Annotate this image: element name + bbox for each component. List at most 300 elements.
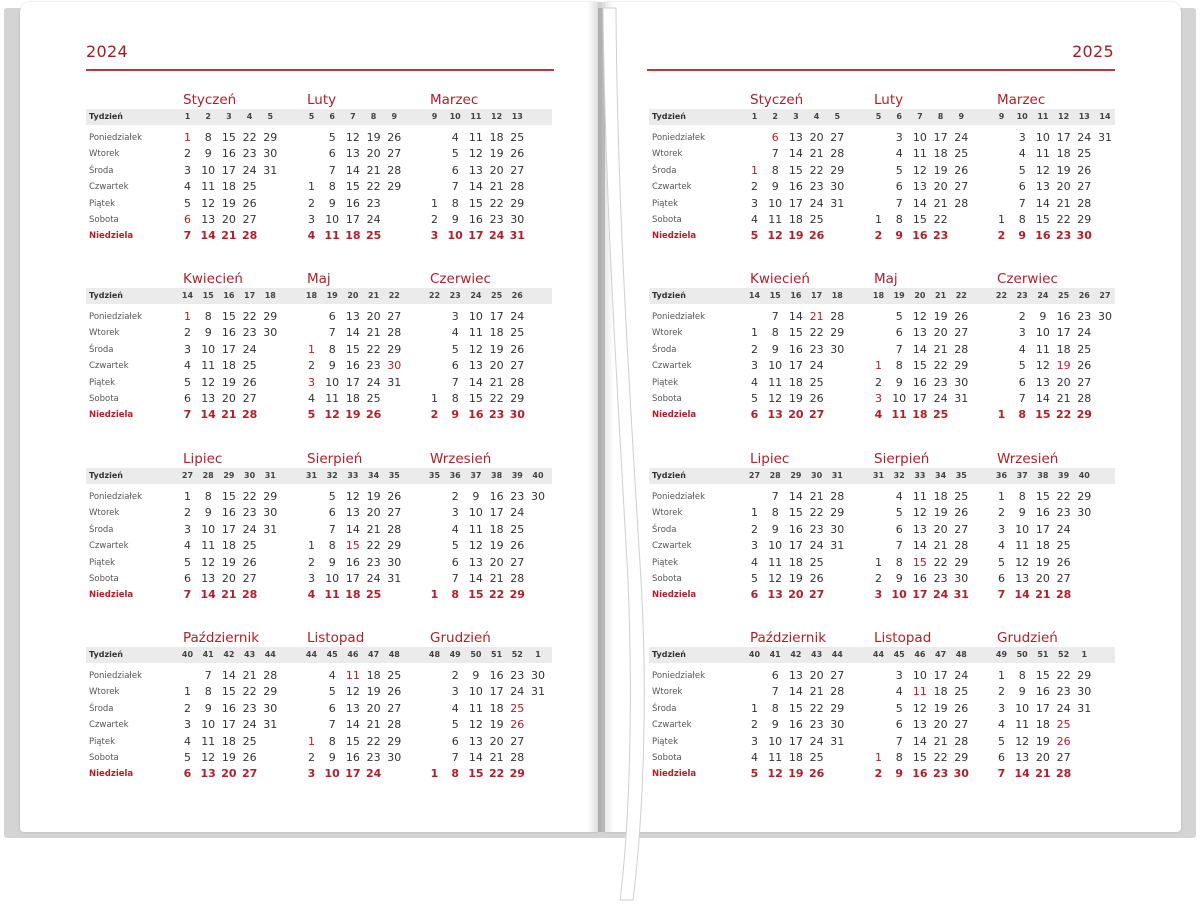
day-number: 25 — [1056, 539, 1071, 553]
day-number: 27 — [954, 326, 969, 340]
day-number: 26 — [1056, 734, 1071, 748]
week-number: 44 — [305, 650, 318, 659]
day-number: 30 — [830, 522, 845, 536]
day-number: 7 — [183, 408, 192, 422]
day-number: 13 — [1035, 180, 1050, 194]
day-number: 11 — [891, 408, 907, 422]
day-number: 12 — [468, 539, 483, 553]
day-number: 20 — [1056, 180, 1071, 194]
day-number: 20 — [489, 163, 504, 177]
weekday-label: Piątek — [89, 377, 115, 388]
day-number: 21 — [366, 326, 381, 340]
weekday-label: Czwartek — [652, 720, 692, 731]
day-number: 9 — [451, 213, 459, 226]
month-name: Marzec — [430, 92, 479, 108]
day-number: 11 — [1035, 342, 1050, 356]
weekday-label: Środa — [89, 524, 114, 535]
day-number: 18 — [489, 326, 504, 340]
day-number: 25 — [954, 147, 969, 161]
day-number: 6 — [998, 751, 1005, 764]
week-number: 37 — [1016, 471, 1028, 480]
day-number: 17 — [221, 522, 236, 536]
day-number: 12 — [345, 490, 360, 503]
week-number: 9 — [998, 112, 1005, 121]
day-number: 23 — [366, 751, 381, 764]
day-number: 6 — [328, 310, 336, 323]
day-number: 23 — [933, 572, 948, 585]
day-number: 11 — [201, 359, 216, 373]
week-number: 18 — [872, 291, 885, 300]
day-number: 31 — [509, 229, 525, 243]
day-number: 8 — [895, 359, 903, 373]
day-number: 31 — [263, 522, 278, 536]
day-number: 13 — [345, 506, 360, 520]
day-number: 21 — [809, 490, 824, 503]
day-number: 27 — [242, 572, 257, 585]
weekday-label: Wtorek — [89, 508, 120, 519]
day-number: 27 — [1056, 572, 1071, 585]
day-number: 8 — [771, 701, 779, 715]
day-number: 8 — [895, 555, 903, 569]
day-number: 18 — [788, 555, 803, 569]
day-number: 25 — [809, 213, 824, 226]
day-number: 3 — [184, 522, 191, 536]
week-number: 1 — [751, 112, 758, 121]
day-number: 18 — [345, 392, 360, 405]
day-number: 2 — [751, 180, 758, 194]
day-number: 22 — [809, 326, 824, 340]
day-number: 19 — [345, 408, 361, 422]
day-number: 24 — [1077, 131, 1092, 144]
day-number: 10 — [201, 163, 216, 177]
day-number: 30 — [263, 506, 278, 520]
week-number: 9 — [958, 112, 965, 121]
day-number: 23 — [242, 506, 257, 520]
day-number: 12 — [912, 310, 927, 323]
day-number: 23 — [809, 342, 824, 356]
day-number: 30 — [387, 555, 402, 569]
day-number: 29 — [830, 701, 845, 715]
day-number: 7 — [328, 326, 336, 340]
day-number: 4 — [895, 685, 903, 699]
day-number: 22 — [366, 539, 381, 553]
weekday-label: Piątek — [652, 377, 678, 388]
day-number: 14 — [468, 375, 483, 389]
day-number: 4 — [751, 213, 758, 226]
day-number: 17 — [912, 392, 927, 405]
day-number: 13 — [912, 522, 927, 536]
day-number: 4 — [998, 539, 1005, 553]
day-number: 23 — [488, 408, 505, 422]
day-number: 15 — [221, 685, 236, 699]
day-number: 23 — [510, 490, 525, 503]
day-number: 3 — [751, 539, 758, 553]
weekday-label: Piątek — [89, 736, 115, 747]
week-number: 27 — [181, 471, 194, 480]
day-number: 7 — [895, 196, 903, 210]
day-number: 29 — [387, 734, 402, 748]
day-number: 2 — [875, 375, 882, 389]
day-number: 27 — [1056, 751, 1071, 764]
day-number: 25 — [954, 490, 969, 503]
day-number: 7 — [895, 342, 903, 356]
day-number: 27 — [387, 506, 402, 520]
day-number: 9 — [472, 669, 480, 682]
day-number: 30 — [263, 701, 278, 715]
day-number: 6 — [451, 734, 459, 748]
day-number: 7 — [771, 310, 779, 323]
day-number: 21 — [489, 375, 504, 389]
day-number: 19 — [788, 767, 804, 781]
day-number: 16 — [489, 669, 504, 682]
day-number: 22 — [1056, 669, 1071, 682]
day-number: 26 — [809, 392, 824, 405]
day-number: 29 — [263, 685, 278, 699]
day-number: 26 — [387, 685, 402, 699]
day-number: 15 — [468, 196, 483, 210]
day-number: 13 — [788, 669, 803, 682]
day-number: 24 — [510, 685, 525, 699]
month-name: Styczeń — [183, 92, 237, 108]
day-number: 31 — [953, 588, 969, 602]
day-number: 12 — [201, 555, 216, 569]
day-number: 17 — [489, 310, 504, 323]
day-number: 30 — [830, 180, 845, 194]
month-name: Luty — [307, 92, 337, 108]
weekday-label: Wtorek — [652, 149, 683, 160]
day-number: 29 — [387, 539, 402, 553]
day-number: 15 — [468, 588, 484, 602]
week-number: 48 — [388, 650, 400, 659]
day-number: 13 — [345, 701, 360, 715]
week-number: 20 — [347, 291, 359, 300]
day-number: 10 — [768, 196, 783, 210]
day-number: 26 — [510, 147, 525, 161]
day-number: 8 — [204, 310, 212, 323]
week-number: 3 — [793, 112, 799, 121]
day-number: 9 — [771, 180, 779, 194]
week-number: 25 — [1058, 291, 1070, 300]
day-number: 17 — [468, 229, 484, 243]
week-number: 31 — [872, 471, 885, 480]
day-number: 27 — [954, 718, 969, 732]
day-number: 26 — [1056, 555, 1071, 569]
day-number: 25 — [242, 359, 257, 373]
day-number: 2 — [184, 701, 191, 715]
weekday-label: Wtorek — [652, 687, 683, 698]
day-number: 3 — [308, 572, 315, 585]
year-heading: 2025 — [1072, 42, 1114, 61]
week-number: 43 — [244, 650, 256, 659]
day-number: 28 — [1077, 392, 1092, 405]
day-number: 7 — [451, 572, 459, 585]
day-number: 9 — [895, 767, 904, 781]
day-number: 9 — [451, 408, 460, 422]
day-number: 25 — [1077, 147, 1092, 161]
day-number: 12 — [324, 408, 340, 422]
day-number: 8 — [451, 196, 459, 210]
month-name: Grudzień — [430, 630, 491, 646]
day-number: 29 — [510, 196, 525, 210]
day-number: 5 — [184, 375, 191, 389]
day-number: 4 — [751, 555, 758, 569]
day-number: 2 — [998, 506, 1005, 520]
day-number: 29 — [954, 555, 969, 569]
day-number: 25 — [932, 408, 949, 422]
day-number: 9 — [472, 490, 480, 503]
day-number: 9 — [328, 555, 336, 569]
day-number: 21 — [1035, 767, 1051, 781]
day-number: 9 — [204, 326, 212, 340]
day-number: 21 — [809, 310, 824, 323]
day-number: 22 — [1056, 213, 1071, 226]
day-number: 20 — [1035, 751, 1050, 764]
day-number: 19 — [933, 506, 948, 520]
day-number: 7 — [328, 522, 336, 536]
week-number: 37 — [470, 471, 482, 480]
day-number: 8 — [895, 213, 903, 226]
day-number: 4 — [328, 669, 336, 682]
day-number: 7 — [1018, 196, 1026, 210]
day-number: 12 — [912, 701, 927, 715]
day-number: 7 — [451, 751, 459, 764]
weekday-label: Sobota — [652, 394, 682, 404]
day-number: 17 — [221, 163, 236, 177]
year-heading: 2024 — [86, 42, 128, 61]
day-number: 24 — [1056, 522, 1071, 536]
day-number: 15 — [468, 392, 483, 405]
day-number: 20 — [221, 392, 236, 405]
day-number: 17 — [788, 734, 803, 748]
day-number: 3 — [751, 196, 758, 210]
day-number: 8 — [328, 180, 336, 194]
week-number: 27 — [1099, 291, 1111, 300]
day-number: 20 — [221, 213, 236, 226]
day-number: 5 — [328, 490, 336, 503]
week-number: 38 — [491, 471, 503, 480]
day-number: 3 — [874, 588, 883, 602]
day-number: 15 — [912, 751, 927, 764]
day-number: 24 — [366, 572, 381, 585]
day-number: 3 — [451, 685, 459, 699]
day-number: 24 — [510, 310, 525, 323]
weekday-label: Piątek — [652, 736, 678, 747]
day-number: 16 — [345, 196, 360, 210]
day-number: 22 — [809, 701, 824, 715]
day-number: 15 — [1035, 408, 1051, 422]
day-number: 5 — [751, 392, 758, 405]
week-number: 42 — [790, 650, 802, 659]
day-number: 11 — [325, 392, 340, 405]
day-number: 4 — [451, 701, 459, 715]
weekday-label: Niedziela — [652, 769, 697, 780]
week-number: 47 — [368, 650, 380, 659]
weekday-label: Sobota — [652, 753, 682, 763]
day-number: 28 — [1055, 588, 1072, 602]
day-number: 20 — [933, 718, 948, 732]
day-number: 25 — [809, 375, 824, 389]
day-number: 19 — [221, 555, 236, 569]
weekday-label: Niedziela — [89, 769, 134, 780]
month-name: Listopad — [307, 630, 365, 646]
day-number: 8 — [451, 392, 459, 405]
day-number: 26 — [242, 751, 257, 764]
day-number: 8 — [328, 734, 336, 748]
day-number: 1 — [184, 685, 191, 699]
day-number: 18 — [489, 131, 504, 144]
day-number: 19 — [366, 131, 381, 144]
week-number: 22 — [428, 291, 441, 300]
day-number: 14 — [788, 685, 803, 699]
day-number: 21 — [489, 572, 504, 585]
day-number: 25 — [1056, 718, 1071, 732]
day-number: 10 — [324, 767, 340, 781]
day-number: 18 — [345, 229, 361, 243]
day-number: 24 — [932, 588, 949, 602]
day-number: 21 — [933, 539, 948, 553]
day-number: 9 — [328, 196, 336, 210]
day-number: 23 — [1055, 229, 1072, 243]
day-number: 24 — [365, 767, 382, 781]
day-number: 6 — [895, 180, 903, 194]
day-number: 24 — [242, 163, 257, 177]
day-number: 28 — [241, 588, 258, 602]
day-number: 19 — [221, 375, 236, 389]
week-number: 36 — [995, 471, 1008, 480]
month-name: Październik — [183, 630, 260, 646]
day-number: 22 — [809, 163, 824, 177]
day-number: 23 — [1077, 310, 1092, 323]
day-number: 17 — [912, 588, 928, 602]
day-number: 6 — [998, 572, 1005, 585]
day-number: 12 — [201, 375, 216, 389]
day-number: 6 — [1018, 375, 1026, 389]
day-number: 6 — [750, 588, 759, 602]
day-number: 26 — [809, 572, 824, 585]
day-number: 12 — [1015, 555, 1030, 569]
week-label: Tydzień — [652, 650, 686, 659]
week-number: 44 — [831, 650, 843, 659]
day-number: 6 — [451, 163, 459, 177]
day-number: 4 — [307, 588, 316, 602]
day-number: 4 — [895, 147, 903, 161]
day-number: 28 — [510, 180, 525, 194]
week-number: 41 — [769, 650, 781, 659]
week-number: 13 — [1078, 112, 1090, 121]
month-name: Styczeń — [750, 92, 804, 108]
day-number: 29 — [830, 163, 845, 177]
week-number: 46 — [914, 650, 926, 659]
month-name: Wrzesień — [430, 451, 492, 467]
day-number: 21 — [1056, 392, 1071, 405]
day-number: 15 — [1035, 490, 1050, 503]
weekday-label: Czwartek — [89, 720, 129, 731]
day-number: 27 — [1077, 180, 1092, 194]
day-number: 25 — [242, 180, 257, 194]
day-number: 9 — [204, 147, 212, 161]
day-number: 1 — [308, 180, 315, 194]
day-number: 18 — [489, 522, 504, 536]
week-number: 21 — [368, 291, 380, 300]
week-number: 28 — [769, 471, 781, 480]
week-number: 44 — [872, 650, 885, 659]
day-number: 22 — [488, 588, 505, 602]
day-number: 5 — [1018, 163, 1026, 177]
month-name: Kwiecień — [750, 271, 810, 287]
day-number: 10 — [1015, 701, 1030, 715]
week-number: 2 — [772, 112, 778, 121]
day-number: 13 — [201, 392, 216, 405]
day-number: 8 — [204, 490, 212, 503]
month-name: Marzec — [997, 92, 1046, 108]
day-number: 14 — [468, 751, 483, 764]
day-number: 15 — [221, 131, 236, 144]
day-number: 15 — [221, 490, 236, 503]
week-number: 46 — [347, 650, 359, 659]
day-number: 5 — [184, 555, 191, 569]
week-number: 3 — [226, 112, 232, 121]
day-number: 20 — [933, 326, 948, 340]
day-number: 20 — [366, 506, 381, 520]
day-number: 26 — [954, 310, 969, 323]
month-name: Sierpień — [874, 451, 930, 467]
day-number: 24 — [954, 669, 969, 682]
day-number: 4 — [751, 751, 758, 764]
day-number: 1 — [875, 213, 882, 226]
day-number: 6 — [895, 326, 903, 340]
day-number: 17 — [221, 718, 236, 732]
day-number: 29 — [387, 180, 402, 194]
day-number: 22 — [366, 734, 381, 748]
day-number: 12 — [768, 572, 783, 585]
day-number: 20 — [221, 767, 237, 781]
day-number: 10 — [768, 539, 783, 553]
week-number: 33 — [347, 471, 359, 480]
day-number: 12 — [468, 718, 483, 732]
day-number: 29 — [1077, 213, 1092, 226]
day-number: 9 — [895, 572, 903, 585]
week-number: 14 — [181, 291, 194, 300]
day-number: 1 — [997, 408, 1006, 422]
day-number: 28 — [1077, 196, 1092, 210]
day-number: 27 — [808, 408, 825, 422]
day-number: 20 — [809, 669, 824, 682]
week-number: 13 — [511, 112, 523, 121]
day-number: 19 — [1056, 163, 1071, 177]
day-number: 4 — [184, 359, 191, 373]
day-number: 22 — [933, 359, 948, 373]
day-number: 1 — [308, 342, 315, 356]
day-number: 17 — [788, 359, 803, 373]
day-number: 23 — [932, 767, 949, 781]
day-number: 16 — [345, 555, 360, 569]
day-number: 16 — [468, 213, 483, 226]
day-number: 22 — [242, 685, 257, 699]
day-number: 6 — [771, 669, 779, 682]
week-number: 31 — [264, 471, 276, 480]
day-number: 29 — [510, 392, 525, 405]
weekday-label: Sobota — [89, 574, 119, 584]
week-number: 14 — [1099, 112, 1111, 121]
day-number: 13 — [200, 767, 216, 781]
day-number: 10 — [325, 572, 340, 585]
day-number: 13 — [912, 180, 927, 194]
day-number: 14 — [1014, 767, 1030, 781]
day-number: 6 — [328, 147, 336, 161]
week-number: 27 — [748, 471, 761, 480]
day-number: 22 — [366, 180, 381, 194]
day-number: 6 — [184, 213, 191, 226]
